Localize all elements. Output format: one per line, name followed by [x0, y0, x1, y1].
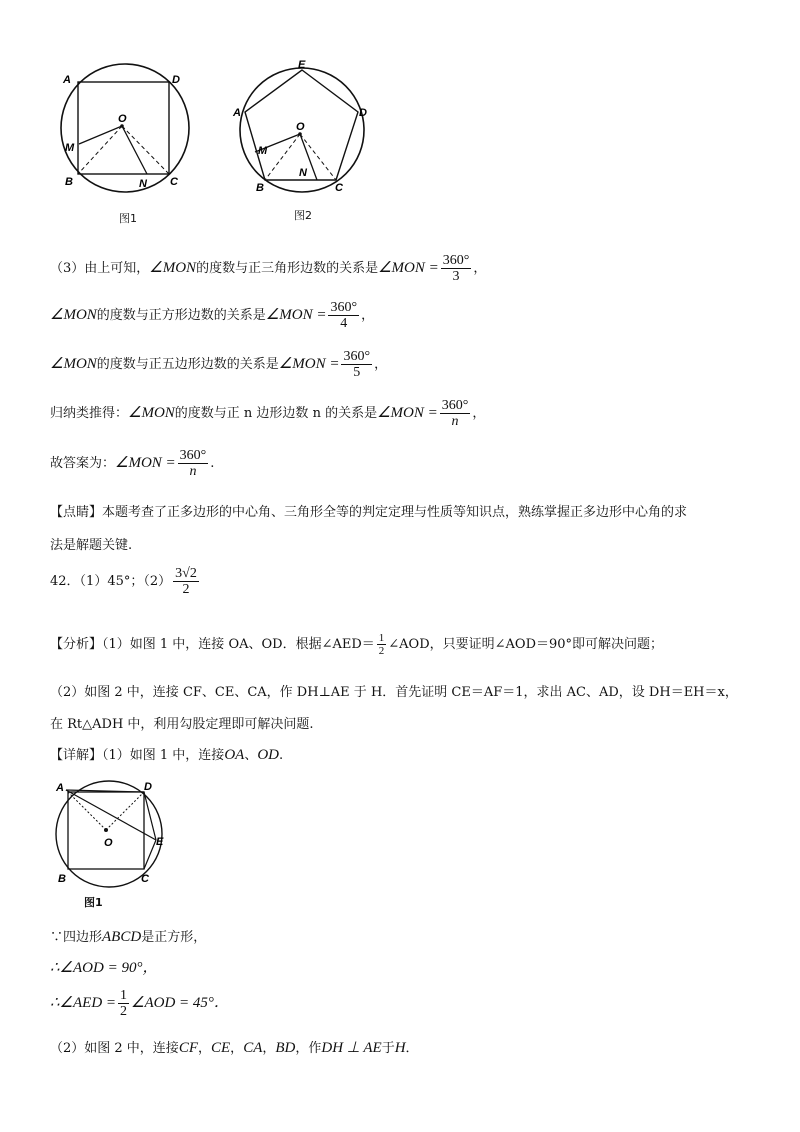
- eq-mon: ∠MON =: [377, 405, 438, 421]
- fig1-on: [122, 126, 147, 174]
- period: ．: [405, 1041, 419, 1056]
- fraction-360-3: [441, 253, 472, 284]
- fig1-circle: [61, 64, 189, 192]
- fig3-label-o: O: [104, 837, 113, 849]
- fig3-ae: [66, 790, 156, 840]
- fig2-label-m: M: [258, 145, 268, 157]
- frac-num: 360°: [441, 398, 469, 413]
- part3-line3-text: 的度数与正五边形边数的关系是: [96, 357, 279, 372]
- frac-den: 5: [353, 365, 361, 380]
- analysis-line1-b: ∠AOD，只要证明∠AOD＝90°即可解决问题；: [388, 637, 664, 652]
- fig1-label-c: C: [170, 176, 178, 188]
- part3-line1-text: 的度数与正三角形边数的关系是: [196, 261, 379, 276]
- part3-line4: [50, 398, 485, 429]
- point-h: H: [394, 1040, 406, 1056]
- figure-2: [232, 58, 372, 198]
- analysis-line2: （2）如图 2 中，连接 CF、CE、CA，作 DH⊥AE 于 H．首先证明 CE＝AF＝1，求出 AC、AD，设 DH＝EH＝x，: [50, 685, 738, 700]
- proof-line2: [50, 956, 157, 977]
- segment-bd: BD: [275, 1040, 296, 1056]
- frac-den: 2: [120, 1004, 128, 1019]
- sep: ，: [230, 1041, 244, 1056]
- part3-lead: （3）由上可知，: [50, 261, 150, 276]
- fig1-om: [79, 126, 122, 144]
- eq-mon: ∠MON =: [278, 356, 340, 372]
- frac-num: 360°: [179, 448, 207, 463]
- figure-2-caption: 图2: [294, 209, 312, 222]
- fig3-oa: [66, 790, 106, 830]
- segment-cf: CF: [178, 1040, 198, 1056]
- proof-line4: [50, 1037, 419, 1057]
- angle-mon: ∠MON: [149, 260, 197, 276]
- proof-l1-a: ∵四边形: [50, 930, 103, 945]
- figure-1: [55, 58, 195, 198]
- q42-line: [50, 566, 201, 597]
- fig2-label-d: D: [359, 107, 367, 119]
- fraction-half-2: [118, 988, 129, 1019]
- sep: ，: [262, 1041, 276, 1056]
- frac-num: 3√2: [175, 566, 197, 581]
- period: .: [210, 456, 215, 471]
- segment-oa: OA: [224, 747, 245, 763]
- frac-den: 2: [182, 582, 190, 597]
- fraction-360-5: [341, 349, 372, 380]
- fraction-360-n: [440, 398, 471, 429]
- comma: ，: [472, 406, 486, 421]
- answer-lead: 故答案为：: [50, 456, 116, 471]
- fig1-label-b: B: [65, 176, 73, 188]
- comma: ，: [374, 357, 388, 372]
- proof-line1: [50, 926, 206, 946]
- detail-line: [50, 744, 283, 764]
- fig3-de: [144, 792, 156, 840]
- proof-l2: ∴∠AOD = 90°，: [50, 960, 158, 976]
- frac-den: n: [451, 414, 459, 429]
- q42-head: 42．（1）45°；（2）: [50, 574, 172, 589]
- fig1-oc: [122, 126, 169, 174]
- frac-num: 360°: [442, 253, 470, 268]
- eq-mon: ∠MON =: [378, 260, 439, 276]
- fig1-label-n: N: [139, 178, 147, 190]
- frac-num: 360°: [343, 349, 371, 364]
- fraction-half: [377, 632, 387, 657]
- fraction-360-4: [328, 300, 359, 331]
- proof-l4-c: 于: [381, 1041, 395, 1056]
- fig2-label-o: O: [296, 121, 305, 133]
- analysis-line1-a: 【分析】（1）如图 1 中，连接 OA、OD．根据∠AED＝: [50, 637, 375, 652]
- fig3-od: [106, 792, 144, 830]
- segment-ce: CE: [211, 1040, 231, 1056]
- fig2-label-c: C: [335, 182, 343, 194]
- fig1-label-m: M: [65, 142, 75, 154]
- fig3-label-a: A: [56, 782, 64, 794]
- quad-abcd: ABCD: [102, 929, 142, 945]
- fraction-3sqrt2-2: [173, 566, 199, 597]
- angle-mon: ∠MON: [50, 356, 97, 372]
- part3-line1: [50, 253, 486, 284]
- frac-num: 1: [378, 632, 385, 644]
- proof-l1-b: 是正方形，: [141, 930, 207, 945]
- comma: ，: [361, 308, 375, 323]
- segment-od: OD: [257, 747, 279, 763]
- proof-l4-a: （2）如图 2 中，连接: [50, 1041, 179, 1056]
- figure-3: [48, 776, 178, 894]
- frac-num: 360°: [330, 300, 358, 315]
- fig3-label-d: D: [144, 781, 152, 793]
- frac-den: 4: [340, 316, 348, 331]
- fig3-label-e: E: [156, 836, 164, 848]
- angle-mon: ∠MON: [50, 307, 97, 323]
- part3-line2: [50, 300, 374, 331]
- figure-3-caption: 图1: [84, 896, 103, 909]
- frac-den: 3: [452, 269, 460, 284]
- fig1-label-o: O: [118, 113, 127, 125]
- part3-line3: [50, 349, 387, 380]
- comment-line2: 法是解题关键.: [50, 538, 133, 553]
- comment-line1: 【点睛】本题考查了正多边形的中心角、三角形全等的判定定理与性质等知识点，熟练掌握正多边形中心角的求: [50, 505, 688, 520]
- figure-1-caption: 图1: [119, 212, 137, 225]
- fraction-360-n: [178, 448, 209, 479]
- induct-lead: 归纳类推得：: [50, 406, 129, 421]
- fig2-label-a: A: [233, 107, 241, 119]
- eq-mon: ∠MON =: [265, 307, 327, 323]
- eq-mon: ∠MON =: [115, 455, 176, 471]
- fig3-label-c: C: [141, 873, 149, 885]
- fig1-label-d: D: [172, 74, 180, 86]
- fig2-label-e: E: [298, 59, 306, 71]
- perp-dh-ae: DH ⊥ AE: [321, 1040, 382, 1056]
- proof-l3-a: ∴∠AED =: [50, 995, 117, 1011]
- angle-mon: ∠MON: [128, 405, 175, 421]
- analysis-line3: 在 Rt△ADH 中，利用勾股定理即可解决问题.: [50, 717, 314, 732]
- period: .: [279, 748, 284, 763]
- proof-l4-b: ，作: [295, 1041, 322, 1056]
- segment-ca: CA: [243, 1040, 263, 1056]
- part3-line4-text: 的度数与正 n 边形边数 n 的关系是: [174, 406, 378, 421]
- fig1-ob: [78, 126, 122, 174]
- proof-l3-b: ∠AOD = 45°．: [131, 995, 229, 1011]
- comma: ，: [473, 261, 487, 276]
- proof-line3: [50, 988, 229, 1019]
- frac-num: 1: [120, 988, 128, 1003]
- detail-lead: 【详解】（1）如图 1 中，连接: [50, 748, 225, 763]
- fig1-label-a: A: [63, 74, 71, 86]
- frac-den: 2: [378, 645, 385, 657]
- sep: 、: [244, 748, 258, 763]
- part3-line2-text: 的度数与正方形边数的关系是: [96, 308, 266, 323]
- fig3-center-dot: [104, 828, 108, 832]
- fig3-ce: [144, 840, 156, 869]
- fig2-label-b: B: [256, 182, 264, 194]
- frac-den: n: [189, 464, 197, 479]
- sep: ，: [197, 1041, 211, 1056]
- answer-line: [50, 448, 214, 479]
- analysis-line1: [50, 632, 663, 657]
- fig3-label-b: B: [58, 873, 66, 885]
- fig2-label-n: N: [299, 167, 307, 179]
